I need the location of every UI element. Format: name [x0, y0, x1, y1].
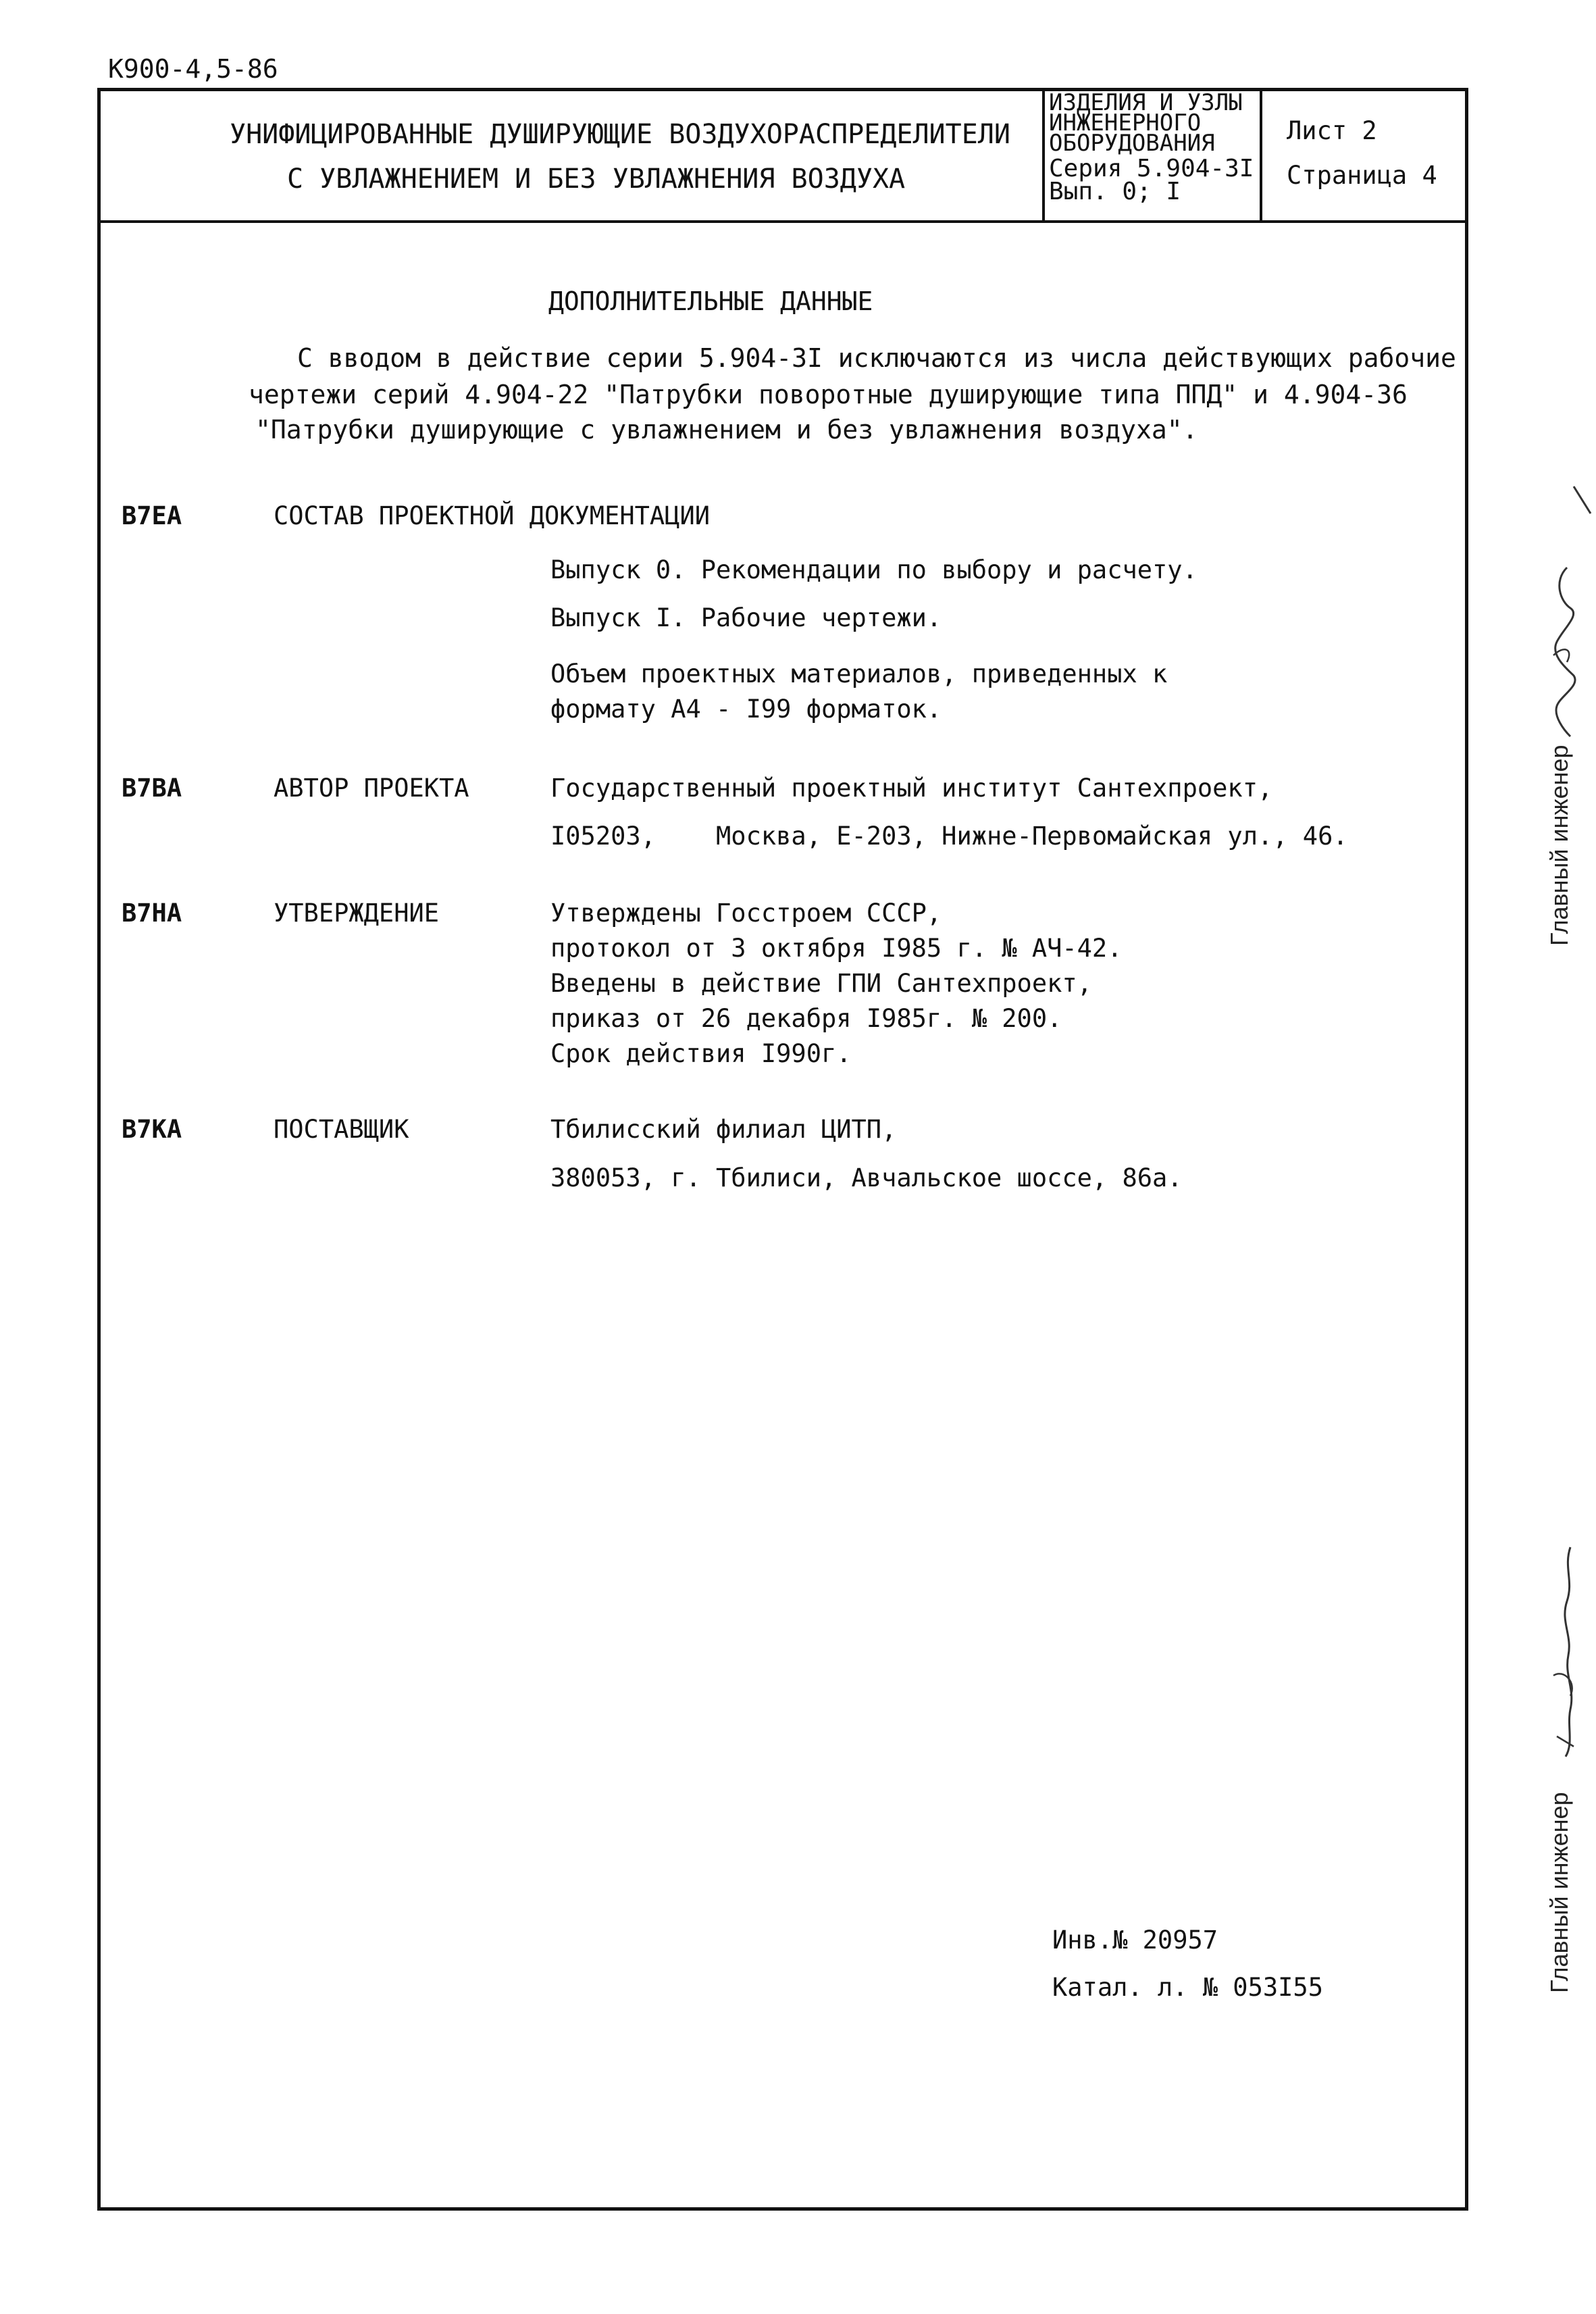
- entry-line: Срок действия I990г.: [550, 1039, 852, 1068]
- series-line: ОБОРУДОВАНИЯ: [1049, 130, 1215, 157]
- series-issue: Вып. 0; I: [1049, 178, 1181, 205]
- document-title-line-2: С УВЛАЖНЕНИЕМ И БЕЗ УВЛАЖНЕНИЯ ВОЗДУХА: [287, 164, 906, 195]
- series-number: Серия 5.904-3I: [1049, 155, 1254, 182]
- entry-line: протокол от 3 октября I985 г. № АЧ-42.: [550, 934, 1123, 963]
- inventory-number: Инв.№ 20957: [1052, 1926, 1218, 1955]
- entry-line: приказ от 26 декабря I985г. № 200.: [550, 1004, 1062, 1033]
- intro-line: чертежи серий 4.904-22 "Патрубки поворотные душирующие типа ППД" и 4.904-36: [249, 380, 1408, 409]
- entry-line: Объем проектных материалов, приведенных к: [550, 659, 1168, 688]
- section-heading: ДОПОЛНИТЕЛЬНЫЕ ДАННЫЕ: [548, 286, 873, 316]
- entry-line: Утверждены Госстроем СССР,: [550, 899, 942, 928]
- entry-label: СОСТАВ ПРОЕКТНОЙ ДОКУМЕНТАЦИИ: [274, 501, 711, 530]
- entry-label: АВТОР ПРОЕКТА: [274, 774, 469, 803]
- margin-caption: Главный инженер: [1545, 745, 1573, 946]
- entry-code: В7КА: [122, 1115, 182, 1144]
- intro-line: С вводом в действие серии 5.904-3I исключаются из числа действующих рабочие: [297, 343, 1456, 373]
- entry-code: В7НА: [122, 899, 182, 928]
- series-line: ИНЖЕНЕРНОГО: [1049, 109, 1202, 136]
- header-divider-vertical-2: [1260, 88, 1262, 222]
- document-code: К900-4,5-86: [108, 54, 278, 84]
- entry-code: В7ЕА: [122, 501, 182, 530]
- signature-mark: [1533, 1540, 1596, 1763]
- entry-line: I05203, Москва, Е-203, Нижне-Первомайская ул., 46.: [550, 822, 1348, 851]
- header-divider: [97, 220, 1468, 223]
- margin-caption: Главный инженер: [1545, 1792, 1573, 1993]
- header-divider-vertical-1: [1042, 88, 1045, 222]
- entry-label: ПОСТАВЩИК: [274, 1115, 409, 1144]
- entry-line: Государственный проектный институт Сантехпроект,: [550, 774, 1273, 803]
- entry-line: Выпуск 0. Рекомендации по выбору и расчету.: [550, 555, 1198, 584]
- entry-line: 380053, г. Тбилиси, Авчальское шоссе, 86а.: [550, 1163, 1183, 1192]
- intro-line: "Патрубки душирующие с увлажнением и без увлажнения воздуха".: [255, 415, 1198, 445]
- entry-code: В7ВА: [122, 774, 182, 803]
- series-line: ИЗДЕЛИЯ И УЗЛЫ: [1049, 89, 1243, 116]
- entry-label: УТВЕРЖДЕНИЕ: [274, 899, 440, 928]
- page-number: Страница 4: [1287, 161, 1437, 190]
- document-title-line-1: УНИФИЦИРОВАННЫЕ ДУШИРУЮЩИЕ ВОЗДУХОРАСПРЕДЕЛИТЕЛИ: [230, 119, 1010, 150]
- entry-line: Выпуск I. Рабочие чертежи.: [550, 603, 942, 632]
- sheet-number: Лист 2: [1287, 116, 1377, 145]
- entry-line: Тбилисский филиал ЦИТП,: [550, 1115, 897, 1144]
- signature-mark: [1526, 473, 1596, 743]
- entry-line: формату А4 - I99 форматок.: [550, 695, 942, 724]
- catalog-number: Катал. л. № 053I55: [1052, 1973, 1323, 2002]
- entry-line: Введены в действие ГПИ Сантехпроект,: [550, 969, 1092, 998]
